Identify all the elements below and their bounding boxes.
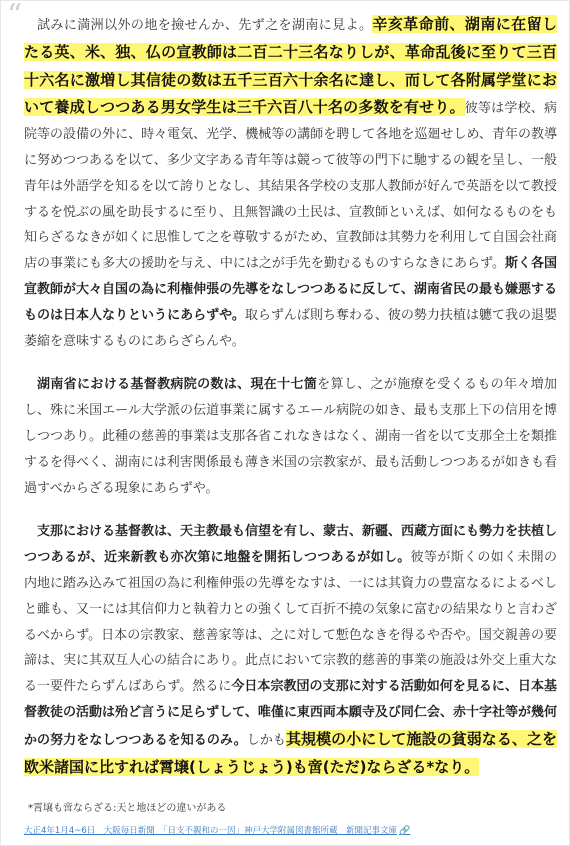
bold-text: 今日本宗教団の支那に対する活動如何を見るに、日本基督教徒の活動は殆ど言うに足らずして、唯僅に東西両本願寺及び同仁会、赤十字社等が幾何かの努力をなしつつあるを知るのみ。 bbox=[24, 679, 557, 748]
text-segment: 彼等が斯くの如く未開の内地に踏み込みて祖国の為に利権伸張の先導をなすは、一には其資力の豊富なるによるべしと雖も、又一には其信仰力と執着力との強くして百折不撓の気象に富むの結果なりと言わざるべからず。日本の宗教家、慈善家等は、之に対して慙色なきを得るや否や。国交親善の要諦は、実に其双互人心の結合にあり。此点において宗教的慈善的事業の施設は外交上重大なる一要件たらずんばあらず。然るに bbox=[24, 550, 558, 695]
bold-text: 湖南省における基督教病院の数は、現在十七箇 bbox=[37, 377, 318, 393]
bold-text: 支那における基督教は、天主教最も信望を有し、蒙古、新疆、西蔵方面にも勢力を扶植しつつあるが、近来新教も亦次第に地盤を開拓しつつあるが如し。 bbox=[24, 524, 558, 566]
text-segment: しかも bbox=[246, 732, 286, 748]
text-segment: 彼等は学校、病院等の設備の外に、時々電気、光学、機械等の講師を聘して各地を巡廻せしめ、青年の教導に努めつつあるを以て、多少文字ある青年等は競って彼等の門下に馳するの観を呈し、一般青年は外語学を知るを以て誇りとなし、其結果各学校の支那人教師が好んで英語を以て教授するを悦ぶの風を助長するに至り、且無智識の土民は、宣教師といえば、如何なるものをも知らざるなきが如くに思惟して之を尊敬するがため、宣教師は其勢力を利用して自国会社商店の事業にも多大の援助を与え、中には之が手先を勤むるものすらなきにあらず。 bbox=[24, 101, 558, 272]
paragraph-2 bbox=[24, 372, 557, 501]
link-icon: 🔗 bbox=[399, 826, 411, 836]
paragraph-3 bbox=[24, 519, 557, 781]
bold-text: 斯く各国宣教師が大々自国の為に利権伸張の先導をなしつつあるに反して、湖南省民の最も嫌悪するものは日本人なりというにあらずや。 bbox=[24, 256, 557, 323]
highlighted-text: 其規模の小にして施設の貧弱なる、之を欧米諸国に比すれば霄壌(しょうじょう)も啻(ただ)ならざる*なり。 bbox=[24, 729, 557, 776]
source-link[interactable] bbox=[24, 824, 410, 836]
text-segment: 試みに満洲以外の地を撿せんか、先ず之を湖南に見よ。 bbox=[37, 18, 373, 33]
blockquote-content bbox=[24, 11, 557, 814]
footnote: *霄壌も啻ならざる:天と地ほどの違いがある bbox=[28, 803, 227, 815]
quote-mark-icon: “ bbox=[7, 0, 23, 33]
text-segment: を算し、之が施療を受くるもの年々増加し、殊に米国エール大学派の伝道事業に属するエール病院の如き、最も支那上下の信用を博しつつあり。此種の慈善的事業は支那各省これなきはなく、湖南一省を以て支那全土を類推するを得べく、湖南には利害関係最も薄き米国の宗教家が、最も活動しつつあるが如きも看過すべからざる現象にあらずや。 bbox=[24, 377, 557, 496]
text-segment: 取らずんば則ち奪わる、彼の勢力扶植は軈て我の退嬰萎縮を意味するものにあらざらんや。 bbox=[24, 307, 557, 349]
paragraph-1 bbox=[24, 11, 557, 354]
source-link-label: 大正4年1月4~6日 大阪毎日新聞 「日支不親和の一因」神戸大学附属図書館所蔵 新聞記事文庫 bbox=[24, 826, 398, 836]
highlighted-text: 辛亥革命前、湖南に在留したる英、米、独、仏の宣教師は二百二十三名なりしが、革命乱後に至りて三百十六名に激増し其信徒の数は五千三百六十余名に達し、而して各附属学堂において養成しつつある男女学生は三千六百八十名の多数を有せり。 bbox=[24, 15, 557, 117]
